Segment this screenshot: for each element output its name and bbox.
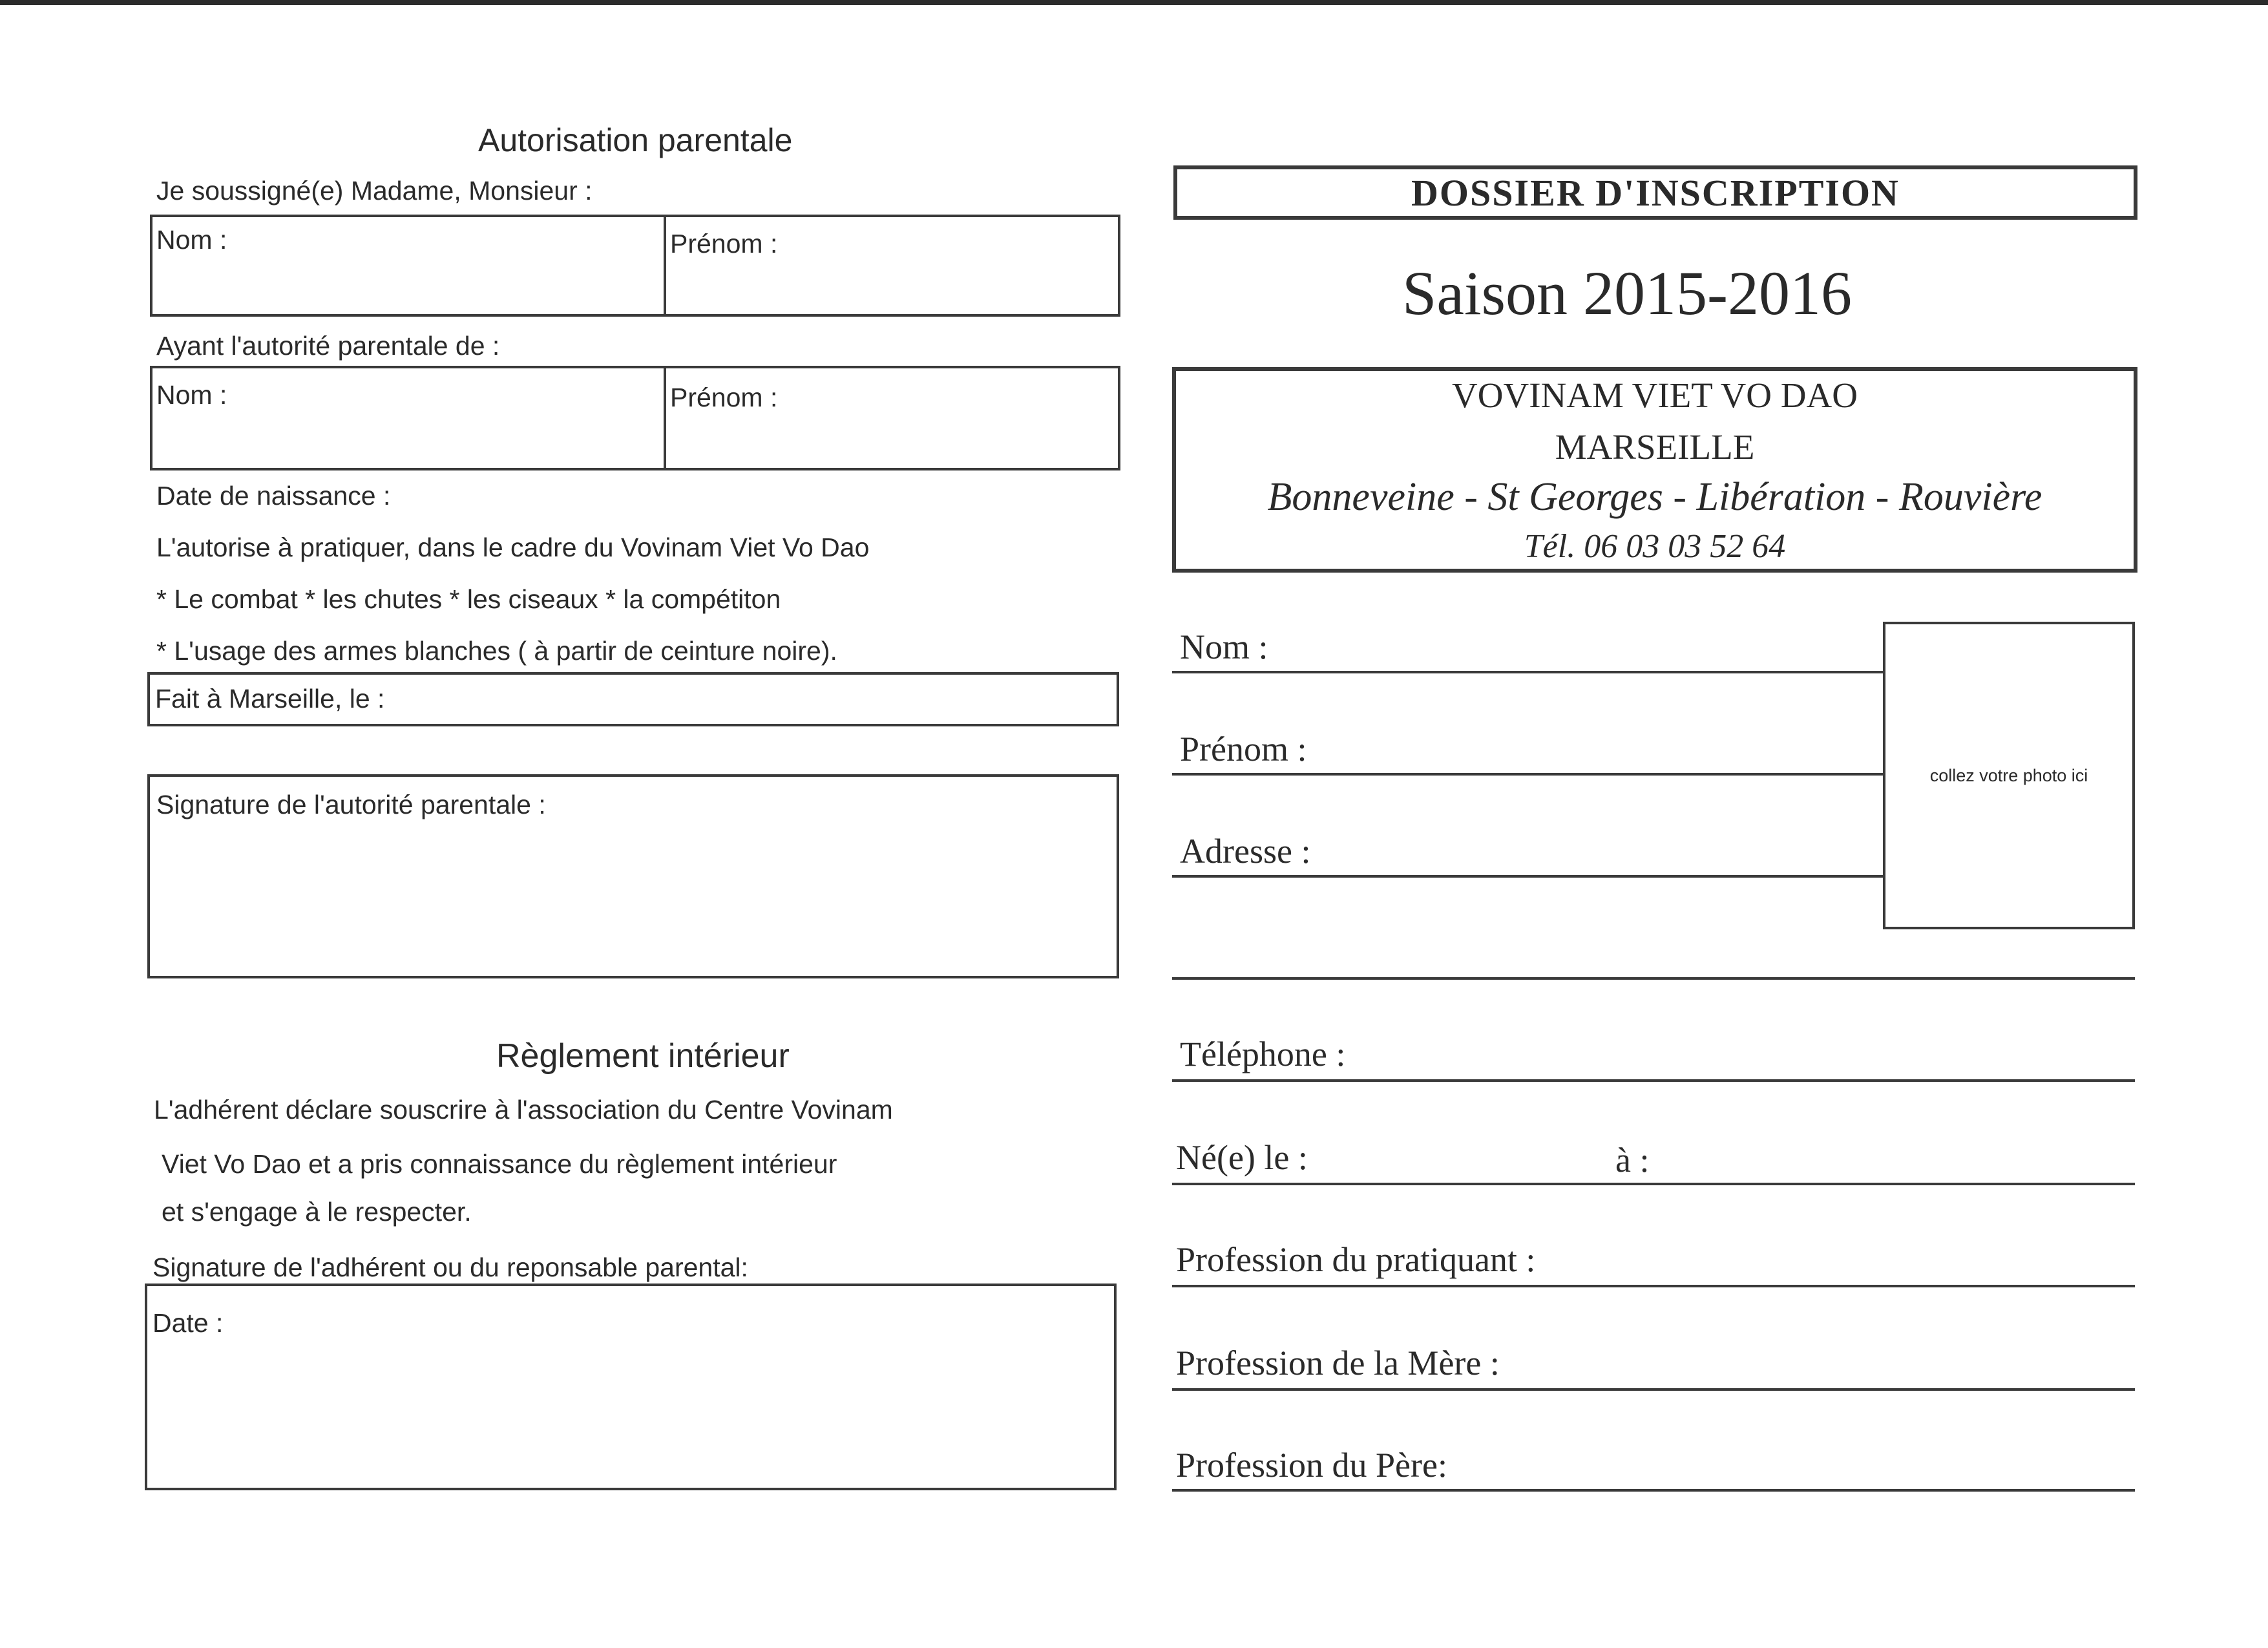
scan-top-edge (0, 0, 2268, 5)
adresse-label: Adresse : (1180, 832, 1311, 871)
telephone-label: Téléphone : (1180, 1035, 1346, 1073)
section-title-reglement: Règlement intérieur (496, 1037, 790, 1075)
section-title-autorisation: Autorisation parentale (478, 122, 793, 158)
child-nom-label: Nom : (156, 380, 227, 410)
profession-mere-line[interactable] (1172, 1388, 2135, 1391)
child-prenom-field[interactable] (666, 368, 1118, 468)
naissance-input-line[interactable] (1172, 1183, 2135, 1185)
nom-input-line[interactable] (1172, 671, 1883, 673)
adherent-signature-label: Signature de l'adhérent ou du reponsable parental: (152, 1252, 748, 1282)
profession-pere-line[interactable] (1172, 1489, 2135, 1492)
adherent-signature-box[interactable] (145, 1284, 1117, 1490)
club-name: VOVINAM VIET VO DAO (1452, 375, 1858, 415)
soussigne-label: Je soussigné(e) Madame, Monsieur : (156, 176, 593, 206)
reglement-line-2: Viet Vo Dao et a pris connaissance du règlement intérieur (162, 1149, 837, 1179)
club-city: MARSEILLE (1555, 427, 1755, 467)
ayant-autorite-label: Ayant l'autorité parentale de : (156, 331, 500, 361)
signature-date-label: Date : (152, 1308, 224, 1338)
prenom-input-line[interactable] (1172, 773, 1883, 776)
photo-box[interactable] (1883, 622, 2135, 929)
parent-prenom-label: Prénom : (670, 229, 778, 259)
season-title: Saison 2015-2016 (1402, 259, 1852, 328)
parental-signature-label: Signature de l'autorité parentale : (156, 790, 546, 819)
armes-text: * L'usage des armes blanches ( à partir de ceinture noire). (156, 636, 837, 666)
autorise-text: L'autorise à pratiquer, dans le cadre du Vovinam Viet Vo Dao (156, 533, 870, 562)
fait-a-field[interactable] (147, 672, 1119, 726)
child-nom-field[interactable] (152, 368, 666, 468)
date-naissance-label: Date de naissance : (156, 481, 391, 511)
lieu-naissance-label: à : (1615, 1141, 1650, 1179)
reglement-line-3: et s'engage à le respecter. (162, 1197, 472, 1227)
parent-prenom-field[interactable] (666, 217, 1118, 314)
profession-pratiquant-line[interactable] (1172, 1285, 2135, 1287)
combat-text: * Le combat * les chutes * les ciseaux * la compétiton (156, 584, 781, 614)
parent-nom-field[interactable] (152, 217, 666, 314)
fait-a-label: Fait à Marseille, le : (155, 684, 385, 713)
nom-label: Nom : (1180, 628, 1268, 666)
adresse-input-line-2[interactable] (1172, 977, 2135, 980)
telephone-input-line[interactable] (1172, 1079, 2135, 1082)
profession-pratiquant-label: Profession du pratiquant : (1176, 1240, 1536, 1279)
child-prenom-label: Prénom : (670, 383, 778, 412)
adresse-input-line-1[interactable] (1172, 875, 1883, 878)
dossier-title-box (1173, 165, 2137, 220)
parent-name-box (150, 215, 1120, 317)
dossier-title: DOSSIER D'INSCRIPTION (1411, 171, 1900, 214)
prenom-label: Prénom : (1180, 730, 1307, 768)
profession-pere-label: Profession du Père: (1176, 1446, 1447, 1484)
club-info-box (1172, 367, 2137, 573)
reglement-line-1: L'adhérent déclare souscrire à l'association du Centre Vovinam (154, 1095, 893, 1125)
parent-nom-label: Nom : (156, 225, 227, 255)
ne-le-label: Né(e) le : (1176, 1138, 1308, 1177)
parental-signature-box[interactable] (147, 774, 1119, 978)
club-phone: Tél. 06 03 03 52 64 (1524, 528, 1786, 565)
club-locations: Bonneveine - St Georges - Libération - Rouvière (1267, 475, 2042, 519)
profession-mere-label: Profession de la Mère : (1176, 1344, 1500, 1382)
photo-label: collez votre photo ici (1929, 765, 2088, 785)
child-name-box (150, 366, 1120, 470)
